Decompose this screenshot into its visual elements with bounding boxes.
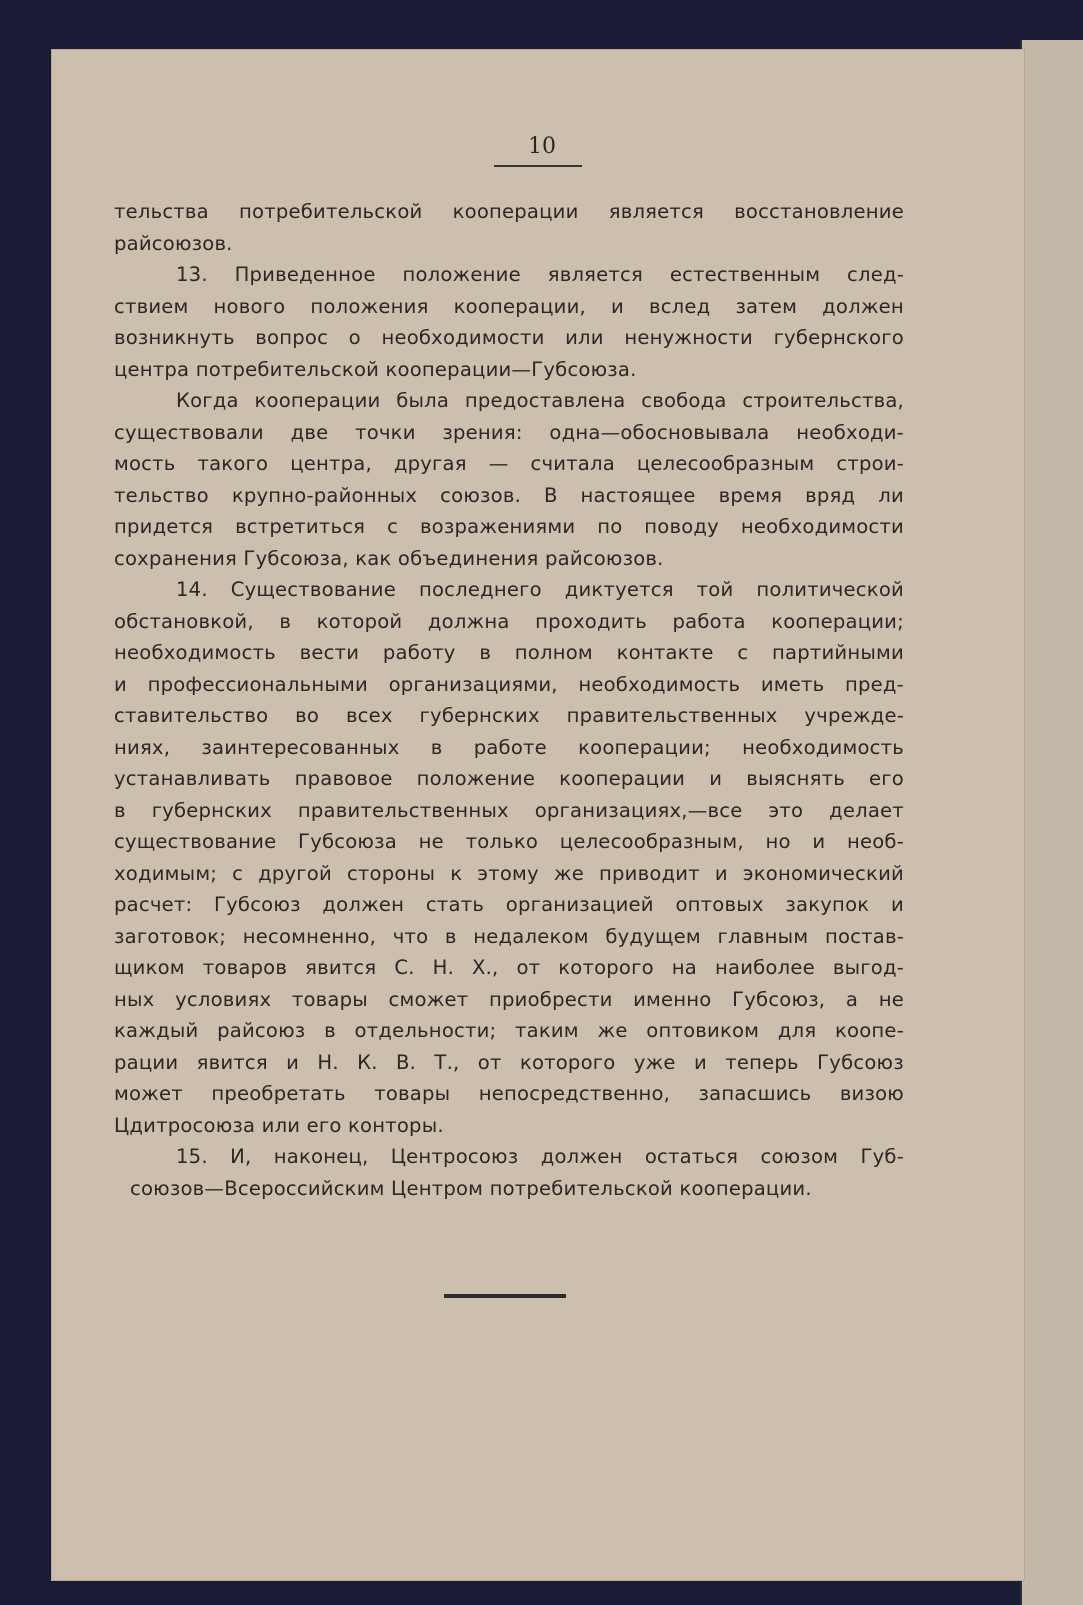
- word: необходимости: [740, 515, 904, 538]
- word: наиболее: [715, 956, 815, 979]
- text-line: [114, 858, 904, 890]
- paragraph-13-start: [114, 259, 904, 291]
- text-line: сохранения Губсоюза, как объединения райсоюзов.: [114, 546, 664, 570]
- word: кооперации;: [771, 609, 904, 633]
- word: Х.,: [472, 956, 499, 979]
- word: для: [777, 1019, 817, 1042]
- word: и: [694, 1050, 707, 1074]
- word: в: [279, 609, 292, 633]
- word: тельства: [114, 200, 209, 223]
- word: о: [348, 326, 361, 349]
- document-page: [52, 50, 1024, 1580]
- word: всех: [345, 704, 393, 727]
- word: Губ-: [860, 1145, 904, 1168]
- word: организацией: [505, 893, 654, 916]
- end-rule: [444, 1294, 566, 1298]
- word: ходимым;: [114, 861, 218, 885]
- word: ствием: [114, 294, 189, 318]
- word: должна: [427, 609, 510, 633]
- text-line: [114, 637, 904, 669]
- word: может: [114, 1082, 183, 1105]
- word: остаться: [644, 1145, 739, 1168]
- page-number: 10: [528, 134, 556, 159]
- text-line: [114, 606, 904, 638]
- word: закупок: [785, 893, 870, 916]
- word: В: [543, 483, 558, 507]
- word: с: [737, 641, 749, 664]
- word: же: [597, 1019, 628, 1042]
- word: правительственных: [566, 704, 778, 727]
- word: след-: [847, 263, 904, 286]
- word: работе: [473, 735, 547, 759]
- word: последнего: [418, 578, 542, 601]
- word: необходимость: [578, 672, 741, 696]
- word: считала: [530, 452, 615, 475]
- word: кооперации: [452, 200, 579, 223]
- word: от: [516, 956, 541, 979]
- word: ли: [878, 483, 904, 507]
- word: положение: [416, 767, 536, 790]
- text-line: [114, 448, 904, 480]
- word: и: [812, 830, 826, 853]
- word: такого: [197, 452, 269, 475]
- text-line: центра потребительской кооперации—Губсоюза.: [114, 357, 637, 381]
- word: необходимость: [742, 735, 904, 759]
- word: Когда: [176, 389, 239, 412]
- word: визою: [839, 1082, 904, 1105]
- word: Губсоюз: [817, 1050, 904, 1074]
- word: будущем: [605, 924, 701, 948]
- word: стать: [425, 893, 485, 916]
- word: по: [597, 515, 623, 538]
- word: другая: [393, 452, 467, 475]
- word: приводит: [598, 861, 700, 885]
- word: несомненно,: [242, 924, 377, 948]
- word: каждый: [114, 1019, 199, 1042]
- word: естественным: [669, 263, 821, 286]
- word: и: [286, 1050, 300, 1074]
- word: выгод-: [832, 956, 904, 979]
- page-number-underline: [494, 165, 582, 167]
- word: ставительство: [114, 704, 269, 727]
- word: которого: [558, 956, 654, 979]
- text-line: союзов—Всероссийским Центром потребительской кооперации.: [130, 1176, 812, 1200]
- text-line: Цдитросоюза или его конторы.: [114, 1113, 444, 1137]
- word: точки: [355, 420, 416, 444]
- word: необходимости: [381, 326, 545, 349]
- word: щиком: [114, 956, 185, 979]
- text-line: [114, 984, 904, 1016]
- word: кооперации;: [578, 735, 711, 759]
- word: стороны: [346, 861, 436, 885]
- text-line: [114, 511, 904, 543]
- word: 15.: [176, 1145, 208, 1168]
- word: Т.,: [434, 1050, 460, 1074]
- word: или: [565, 326, 604, 349]
- word: в: [114, 798, 126, 822]
- word: Существование: [230, 578, 396, 601]
- word: в: [324, 1019, 336, 1042]
- word: строительства,: [742, 389, 904, 412]
- word: целесообразным: [636, 452, 815, 475]
- word: поводу: [644, 515, 719, 538]
- word: что: [392, 924, 429, 948]
- word: возникнуть: [114, 326, 235, 349]
- adjacent-page-edge: [1020, 40, 1083, 1605]
- word: правовое: [294, 767, 393, 790]
- word: товары: [291, 987, 368, 1011]
- word: партийными: [772, 641, 904, 664]
- word: выяснять: [746, 767, 845, 790]
- word: иметь: [760, 672, 825, 696]
- word: кооперации: [254, 389, 381, 412]
- word: 14.: [176, 578, 208, 601]
- word: необ-: [846, 830, 904, 853]
- word: положение: [402, 263, 521, 286]
- word: 13.: [176, 263, 208, 286]
- word: губернских: [151, 798, 272, 822]
- word: заинтересованных: [201, 735, 400, 759]
- word: которого: [519, 1050, 616, 1074]
- text-line: [114, 921, 904, 953]
- word: одна—обосновывала: [549, 420, 770, 444]
- word: райсоюз: [217, 1019, 306, 1042]
- text-line: [114, 291, 904, 323]
- word: сможет: [388, 987, 469, 1011]
- word: учрежде-: [804, 704, 904, 727]
- word: необходи-: [796, 420, 904, 444]
- word: кооперации: [559, 767, 686, 790]
- word: заготовок;: [114, 924, 227, 948]
- word: и: [114, 672, 127, 696]
- word: крупно-районных: [231, 483, 418, 507]
- word: это: [768, 798, 804, 822]
- word: контакте: [616, 641, 714, 664]
- word: С.: [394, 956, 415, 979]
- word: на: [671, 956, 698, 979]
- text-line: [114, 700, 904, 732]
- word: которой: [316, 609, 403, 633]
- text-line: райсоюзов.: [114, 231, 233, 255]
- word: зрения:: [442, 420, 523, 444]
- word: коопе-: [835, 1019, 904, 1042]
- word: свобода: [641, 389, 727, 412]
- word: и: [709, 767, 723, 790]
- word: Губсоюз: [213, 893, 301, 916]
- word: диктуется: [564, 578, 674, 601]
- word: только: [465, 830, 539, 853]
- word: вести: [299, 641, 360, 664]
- paragraph-start: [114, 385, 904, 417]
- paragraph-14-start: [114, 574, 904, 606]
- word: союзов.: [440, 483, 521, 507]
- word: не: [418, 830, 444, 853]
- word: кооперации,: [453, 294, 586, 318]
- word: восстановление: [734, 200, 904, 223]
- word: должен: [540, 1145, 623, 1168]
- word: расчет:: [114, 893, 193, 916]
- word: во: [295, 704, 320, 727]
- word: затем: [735, 294, 798, 318]
- word: недалеком: [473, 924, 589, 948]
- word: оптовых: [675, 893, 764, 916]
- word: возражениями: [419, 515, 576, 538]
- word: необходимость: [114, 641, 276, 664]
- word: вслед: [648, 294, 711, 318]
- word: этому: [477, 861, 539, 885]
- word: его: [869, 767, 904, 790]
- word: вопрос: [255, 326, 329, 349]
- word: преобретать: [211, 1082, 346, 1105]
- word: союзом: [760, 1145, 839, 1168]
- word: целесообразным,: [559, 830, 744, 853]
- text-line: [114, 417, 904, 449]
- word: не: [878, 987, 904, 1011]
- word: в: [444, 924, 457, 948]
- text-line: [114, 196, 904, 228]
- word: центра,: [290, 452, 372, 475]
- word: отдельности;: [354, 1019, 497, 1042]
- word: главным: [717, 924, 809, 948]
- word: теперь: [725, 1050, 799, 1074]
- word: Приведенное: [234, 263, 376, 286]
- text-line: [114, 763, 904, 795]
- text-line: [114, 889, 904, 921]
- word: нового: [213, 294, 286, 318]
- word: проходить: [535, 609, 648, 633]
- word: В.: [396, 1050, 417, 1074]
- word: в: [479, 641, 492, 664]
- word: потребительской: [239, 200, 423, 223]
- word: уже: [633, 1050, 676, 1074]
- word: строи-: [836, 452, 904, 475]
- word: была: [396, 389, 450, 412]
- word: —: [488, 452, 509, 475]
- word: ниях,: [114, 735, 171, 759]
- word: придется: [114, 515, 214, 538]
- word: Центросоюз: [390, 1145, 519, 1168]
- word: к: [450, 861, 463, 885]
- word: непосредственно,: [478, 1082, 671, 1105]
- word: правительственных: [297, 798, 509, 822]
- word: профессиональными: [147, 672, 368, 696]
- word: две: [290, 420, 329, 444]
- text-line: [114, 1047, 904, 1079]
- word: рации: [114, 1050, 179, 1074]
- word: той: [696, 578, 734, 601]
- word: К.: [357, 1050, 378, 1074]
- body-text: [114, 196, 904, 1204]
- word: работу: [382, 641, 456, 664]
- word: организациях,—все: [534, 798, 743, 822]
- word: Губсоюза: [298, 830, 397, 853]
- word: делает: [829, 798, 904, 822]
- word: время: [718, 483, 783, 507]
- word: обстановкой,: [114, 609, 254, 633]
- text-line: [114, 669, 904, 701]
- word: приобрести: [489, 987, 613, 1011]
- word: настоящее: [580, 483, 696, 507]
- word: положения: [310, 294, 429, 318]
- word: устанавливать: [114, 767, 271, 790]
- word: губернских: [419, 704, 540, 727]
- word: предоставлена: [464, 389, 626, 412]
- word: от: [477, 1050, 502, 1074]
- word: товаров: [202, 956, 288, 979]
- word: полном: [514, 641, 593, 664]
- word: и: [714, 861, 728, 885]
- word: товары: [374, 1082, 451, 1105]
- word: с: [232, 861, 244, 885]
- word: губернского: [773, 326, 904, 349]
- word: является: [608, 200, 704, 223]
- word: должен: [822, 294, 904, 318]
- word: но: [765, 830, 791, 853]
- word: организациями,: [388, 672, 558, 696]
- text-line: [114, 826, 904, 858]
- word: условиях: [175, 987, 272, 1011]
- word: запасшись: [698, 1082, 812, 1105]
- word: оптовиком: [646, 1019, 760, 1042]
- word: а: [845, 987, 859, 1011]
- word: существовали: [114, 420, 264, 444]
- word: постав-: [824, 924, 904, 948]
- word: и: [891, 893, 904, 916]
- word: же: [553, 861, 584, 885]
- text-line: [114, 480, 904, 512]
- word: и: [610, 294, 624, 318]
- word: таким: [515, 1019, 579, 1042]
- text-line: [114, 795, 904, 827]
- word: пред-: [845, 672, 904, 696]
- word: Губсоюз,: [732, 987, 826, 1011]
- text-line: [114, 952, 904, 984]
- word: вряд: [805, 483, 856, 507]
- word: ных: [114, 987, 155, 1011]
- word: другой: [258, 861, 332, 885]
- text-line: [114, 322, 904, 354]
- word: явится: [196, 1050, 268, 1074]
- word: является: [547, 263, 643, 286]
- word: ненужности: [624, 326, 753, 349]
- text-line: [114, 732, 904, 764]
- word: мость: [114, 452, 176, 475]
- word: Н.: [317, 1050, 339, 1074]
- text-line: [114, 1015, 904, 1047]
- word: встретиться: [235, 515, 366, 538]
- word: экономический: [742, 861, 904, 885]
- text-line: [114, 1078, 904, 1110]
- word: с: [387, 515, 399, 538]
- word: тельство: [114, 483, 209, 507]
- paragraph-15-start: [114, 1141, 904, 1173]
- word: Н.: [432, 956, 455, 979]
- word: наконец,: [273, 1145, 369, 1168]
- word: работа: [672, 609, 746, 633]
- word: именно: [633, 987, 712, 1011]
- word: в: [430, 735, 443, 759]
- word: существование: [114, 830, 277, 853]
- word: политической: [756, 578, 904, 601]
- word: И,: [230, 1145, 252, 1168]
- word: явится: [305, 956, 377, 979]
- word: должен: [322, 893, 405, 916]
